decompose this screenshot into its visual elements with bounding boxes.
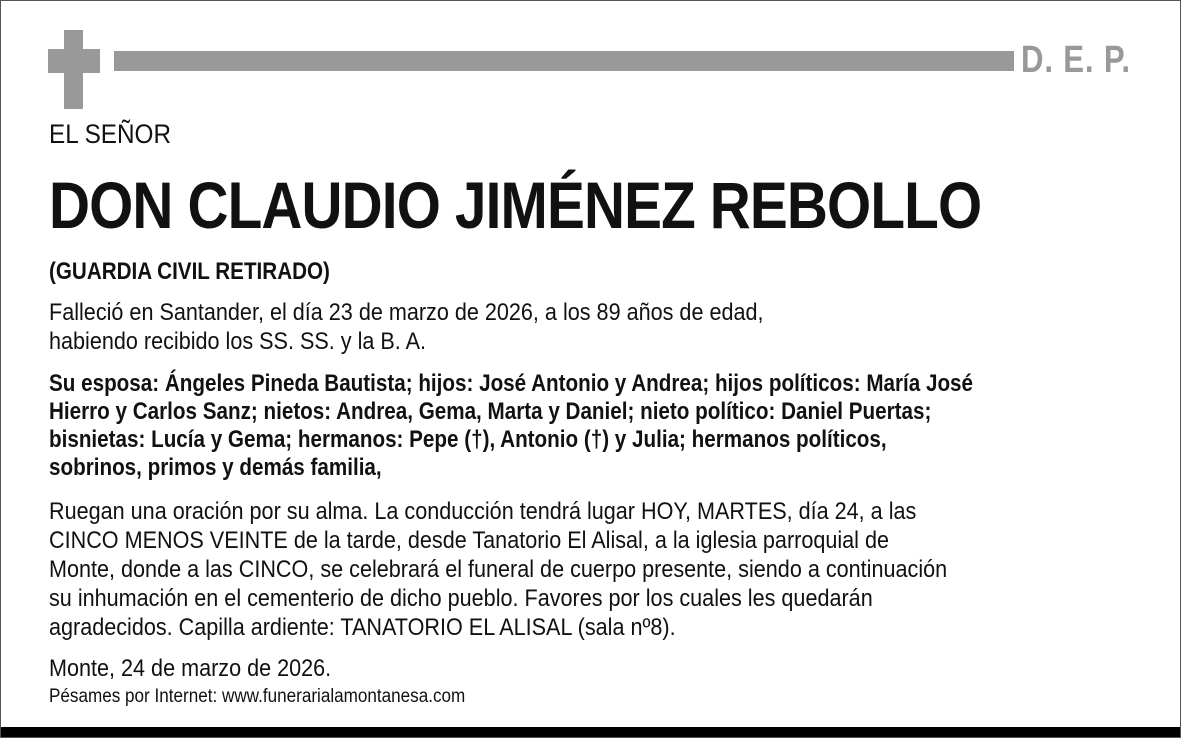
intro-label: EL SEÑOR: [49, 119, 171, 149]
dep-label: D. E. P.: [1021, 39, 1131, 81]
deceased-name: DON CLAUDIO JIMÉNEZ REBOLLO: [49, 168, 982, 242]
occupation: (GUARDIA CIVIL RETIRADO): [49, 258, 330, 285]
service-line: CINCO MENOS VEINTE de la tarde, desde Tanatorio El Alisal, a la iglesia parroquial de: [49, 527, 890, 554]
service-line: Monte, donde a las CINCO, se celebrará el funeral de cuerpo presente, siendo a continuación: [49, 556, 948, 583]
bottom-border: [1, 727, 1180, 737]
death-line: Falleció en Santander, el día 23 de marzo de 2026, a los 89 años de edad,: [49, 299, 764, 326]
service-line: Ruegan una oración por su alma. La conducción tendrá lugar HOY, MARTES, día 24, a las: [49, 498, 917, 525]
death-line: habiendo recibido los SS. SS. y la B. A.: [49, 328, 427, 355]
service-line: agradecidos. Capilla ardiente: TANATORIO EL ALISAL (sala nº8).: [49, 614, 676, 641]
header-rule: [114, 51, 1014, 71]
family-line: sobrinos, primos y demás familia,: [49, 454, 382, 481]
family-line: Hierro y Carlos Sanz; nietos: Andrea, Gema, Marta y Daniel; nieto político: Daniel Puertas;: [49, 398, 932, 425]
family-line: Su esposa: Ángeles Pineda Bautista; hijos: José Antonio y Andrea; hijos políticos: María José: [49, 370, 974, 397]
family-line: bisnietas: Lucía y Gema; hermanos: Pepe (†), Antonio (†) y Julia; hermanos políticos,: [49, 426, 887, 453]
place-date: Monte, 24 de marzo de 2026.: [49, 655, 332, 682]
condolences-link: Pésames por Internet: www.funerarialamontanesa.com: [49, 686, 466, 707]
service-line: su inhumación en el cementerio de dicho pueblo. Favores por los cuales les quedarán: [49, 585, 873, 612]
cross-icon-arm: [48, 49, 100, 73]
